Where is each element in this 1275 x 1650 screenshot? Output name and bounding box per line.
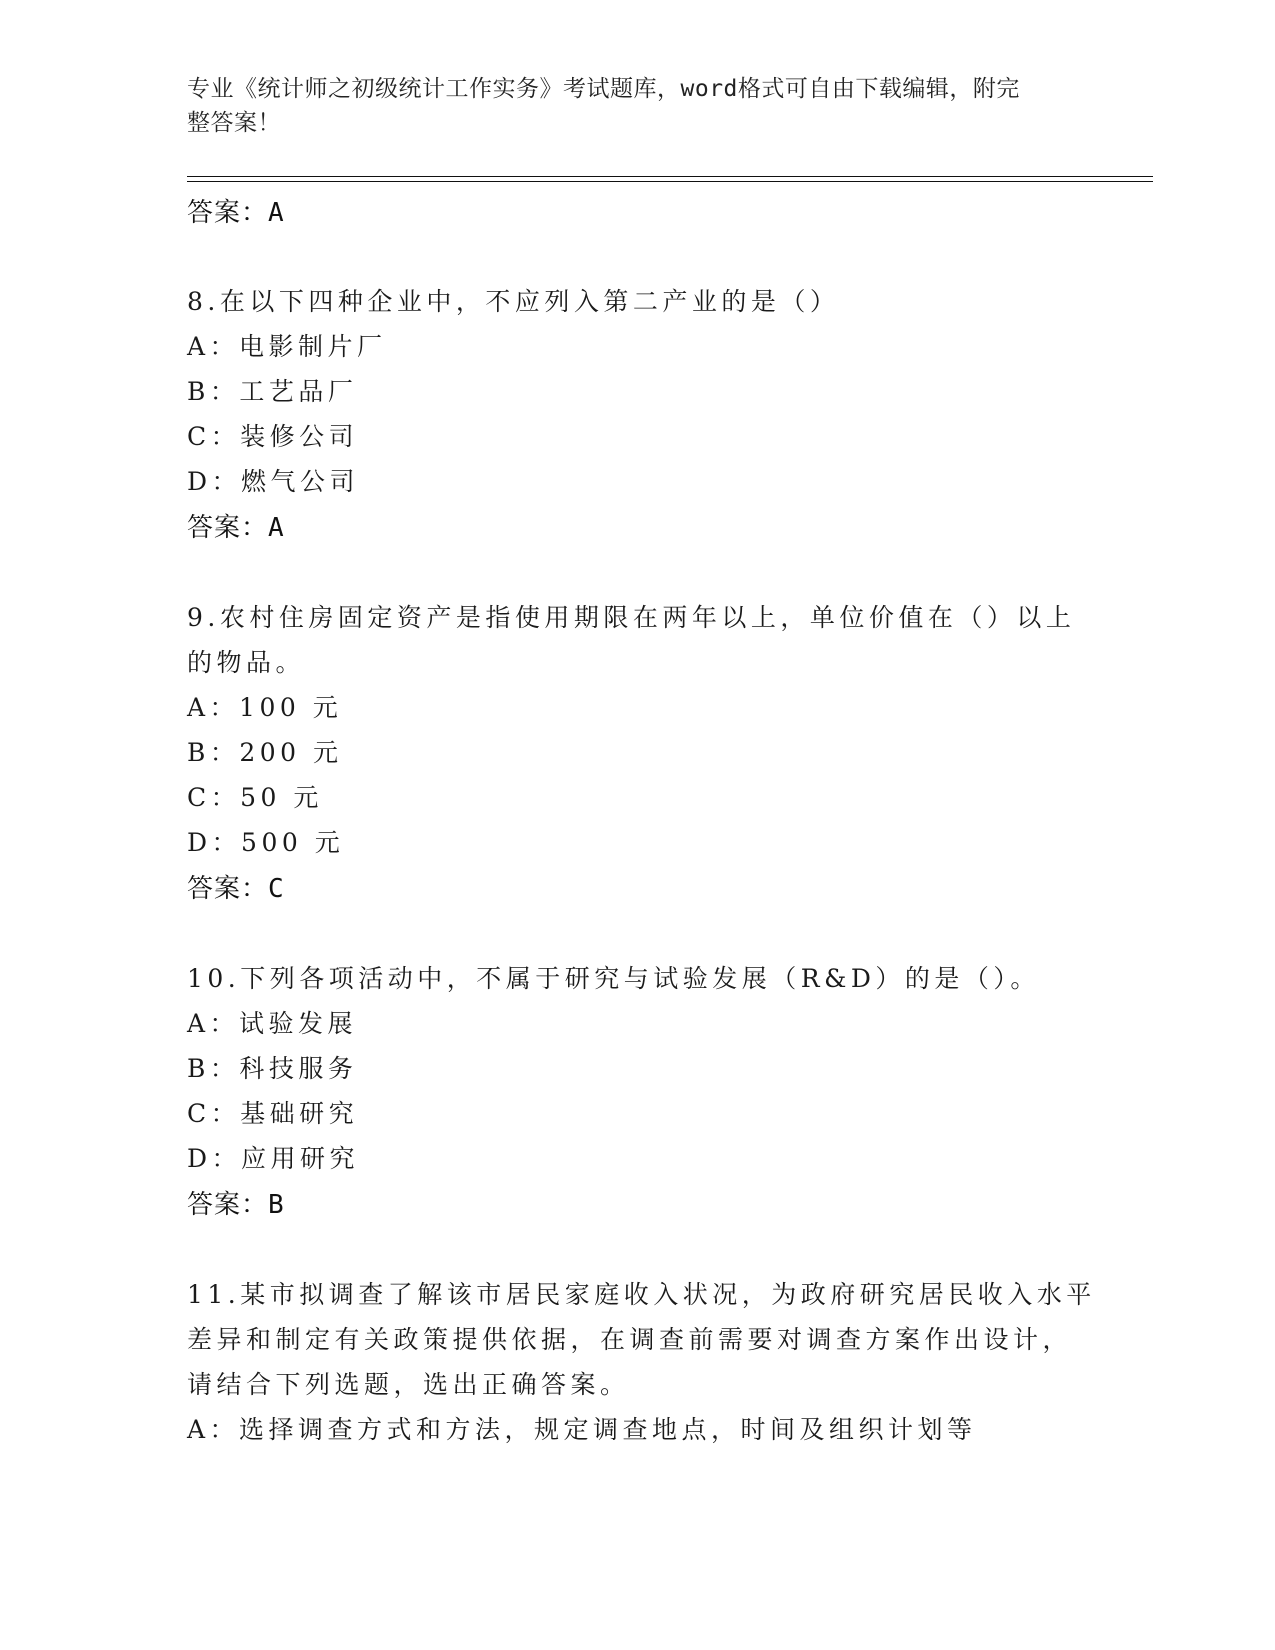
header-line: 专业《统计师之初级统计工作实务》考试题库，word格式可自由下载编辑，附完 [187,76,1020,102]
question-9-option-d: D：500 元 [187,828,345,857]
previous-answer: 答案：A [187,198,285,228]
question-9-stem: 9.农村住房固定资产是指使用期限在两年以上，单位价值在（）以上 [187,603,1076,632]
question-11-option-a: A：选择调查方式和方法，规定调查地点，时间及组织计划等 [187,1415,977,1444]
header-rule [187,181,1153,182]
question-8-option-d: D：燃气公司 [187,467,360,496]
question-10-stem: 10.下列各项活动中，不属于研究与试验发展（R&D）的是（）。 [187,964,1040,993]
question-9-option-c: C：50 元 [187,783,323,812]
question-10-option-b: B：科技服务 [187,1054,358,1083]
question-10-option-c: C：基础研究 [187,1099,359,1128]
header-rule [187,176,1153,177]
question-11-stem: 11.某市拟调查了解该市居民家庭收入状况，为政府研究居民收入水平 [187,1280,1096,1309]
question-8-stem: 8.在以下四种企业中，不应列入第二产业的是（） [187,287,840,316]
question-8-answer: 答案：A [187,513,285,543]
question-9-option-b: B：200 元 [187,738,343,767]
question-8-option-c: C：装修公司 [187,422,359,451]
question-11-stem: 差异和制定有关政策提供依据，在调查前需要对调查方案作出设计， [187,1325,1073,1354]
question-10-option-a: A：试验发展 [187,1009,358,1038]
question-8-option-a: A：电影制片厂 [187,332,387,361]
question-9-option-a: A：100 元 [187,693,343,722]
header-line: 整答案！ [187,110,281,136]
document-header [187,72,1067,140]
question-9-stem: 的物品。 [187,648,306,677]
question-8-option-b: B：工艺品厂 [187,377,358,406]
question-10-answer: 答案：B [187,1190,285,1220]
question-9-answer: 答案：C [187,874,285,904]
question-10-option-d: D：应用研究 [187,1144,360,1173]
question-11-stem: 请结合下列选题，选出正确答案。 [187,1370,630,1399]
